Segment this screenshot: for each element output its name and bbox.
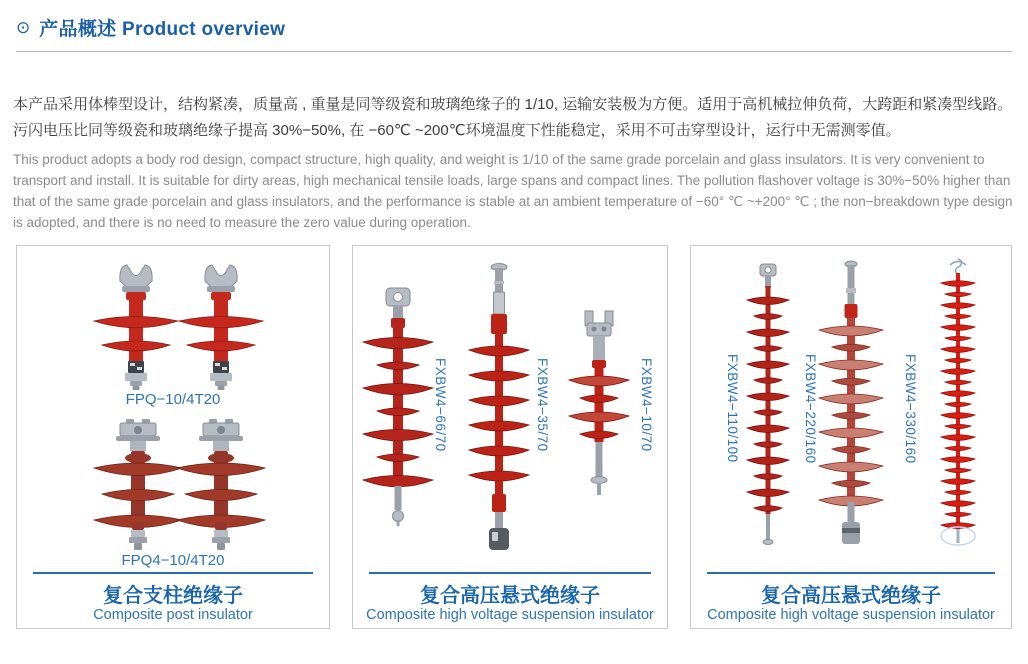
insulator-image-fxbw4-330-160 — [932, 257, 984, 553]
panel-divider — [369, 572, 651, 574]
panel-composite-post — [16, 245, 330, 629]
panel-title-zh: 复合高压悬式绝缘子 — [420, 585, 600, 607]
insulator-image-fxbw4-220-160 — [813, 260, 889, 552]
panel-suspension-mid — [352, 245, 668, 629]
panel-title-en: Composite post insulator — [93, 607, 253, 623]
model-label-fxbw4-10-70: FXBW4−10/70 — [639, 358, 654, 452]
circle-dot-icon: ⊙ — [16, 18, 31, 37]
model-label-fpq-10: FPQ−10/4T20 — [125, 391, 221, 408]
intro-paragraph-zh: 本产品采用体棒型设计，结构紧凑，质量高 , 重量是同等级瓷和玻璃绝缘子的 1/10, 运输安装极为方便。适用于高机械拉伸负荷，大跨距和紧凑型线路。污闪电压比同等级瓷和玻璃绝缘子提高 30%−50%, 在 −60℃ ~200℃环境温度下性能稳定，采用不可击穿型设计，运行中无需测零值。 — [13, 96, 1013, 139]
insulator-image-fpq-10-left — [89, 261, 183, 391]
model-label-fpq4-10: FPQ4−10/4T20 — [121, 552, 225, 569]
panel-title-zh: 复合高压悬式绝缘子 — [761, 585, 941, 607]
section-header — [0, 0, 1028, 41]
insulator-image-fxbw4-110-100 — [740, 262, 796, 550]
insulator-image-fpq-10-right — [174, 261, 268, 391]
panel-suspension-high — [690, 245, 1012, 629]
panel-divider — [33, 572, 313, 574]
model-label-fxbw4-220-160: FXBW4−220/160 — [803, 354, 818, 464]
product-panels — [16, 245, 1012, 629]
page-title: 产品概述 Product overview — [39, 19, 286, 40]
model-label-fxbw4-330-160: FXBW4−330/160 — [903, 354, 918, 464]
model-label-fxbw4-110-100: FXBW4−110/100 — [725, 354, 740, 463]
model-label-fxbw4-35-70: FXBW4−35/70 — [535, 358, 550, 452]
insulator-image-fxbw4-10-70 — [563, 309, 635, 497]
panel-title-en: Composite high voltage suspension insulator — [366, 607, 654, 623]
header-divider — [16, 51, 1012, 52]
panel-divider — [707, 572, 995, 574]
insulator-image-fpq4-10-right — [169, 418, 273, 550]
insulator-image-fxbw4-66-70 — [356, 286, 440, 528]
intro-paragraph-en: This product adopts a body rod design, compact structure, high quality, and weight is 1/10 of the same grade porcelain and glass insulators. It is very convenient to transport and install. It is suitable for dirty areas, high mechanical tensile loads, large spans and compact lines. The pollution flashover voltage is 30%−50% higher than that of the same grade porcelain and glass insulators, and the performance is stable at an ambient temperature of −60° ℃ ~+200° ℃ ; the non−breakdown type design is adopted, and there is no need to measure the zero value during operation. — [13, 152, 1013, 230]
panel-title-zh: 复合支柱绝缘子 — [103, 585, 243, 607]
insulator-image-fxbw4-35-70 — [463, 262, 535, 554]
model-label-fxbw4-66-70: FXBW4−66/70 — [433, 358, 448, 452]
panel-title-en: Composite high voltage suspension insulator — [707, 607, 995, 623]
